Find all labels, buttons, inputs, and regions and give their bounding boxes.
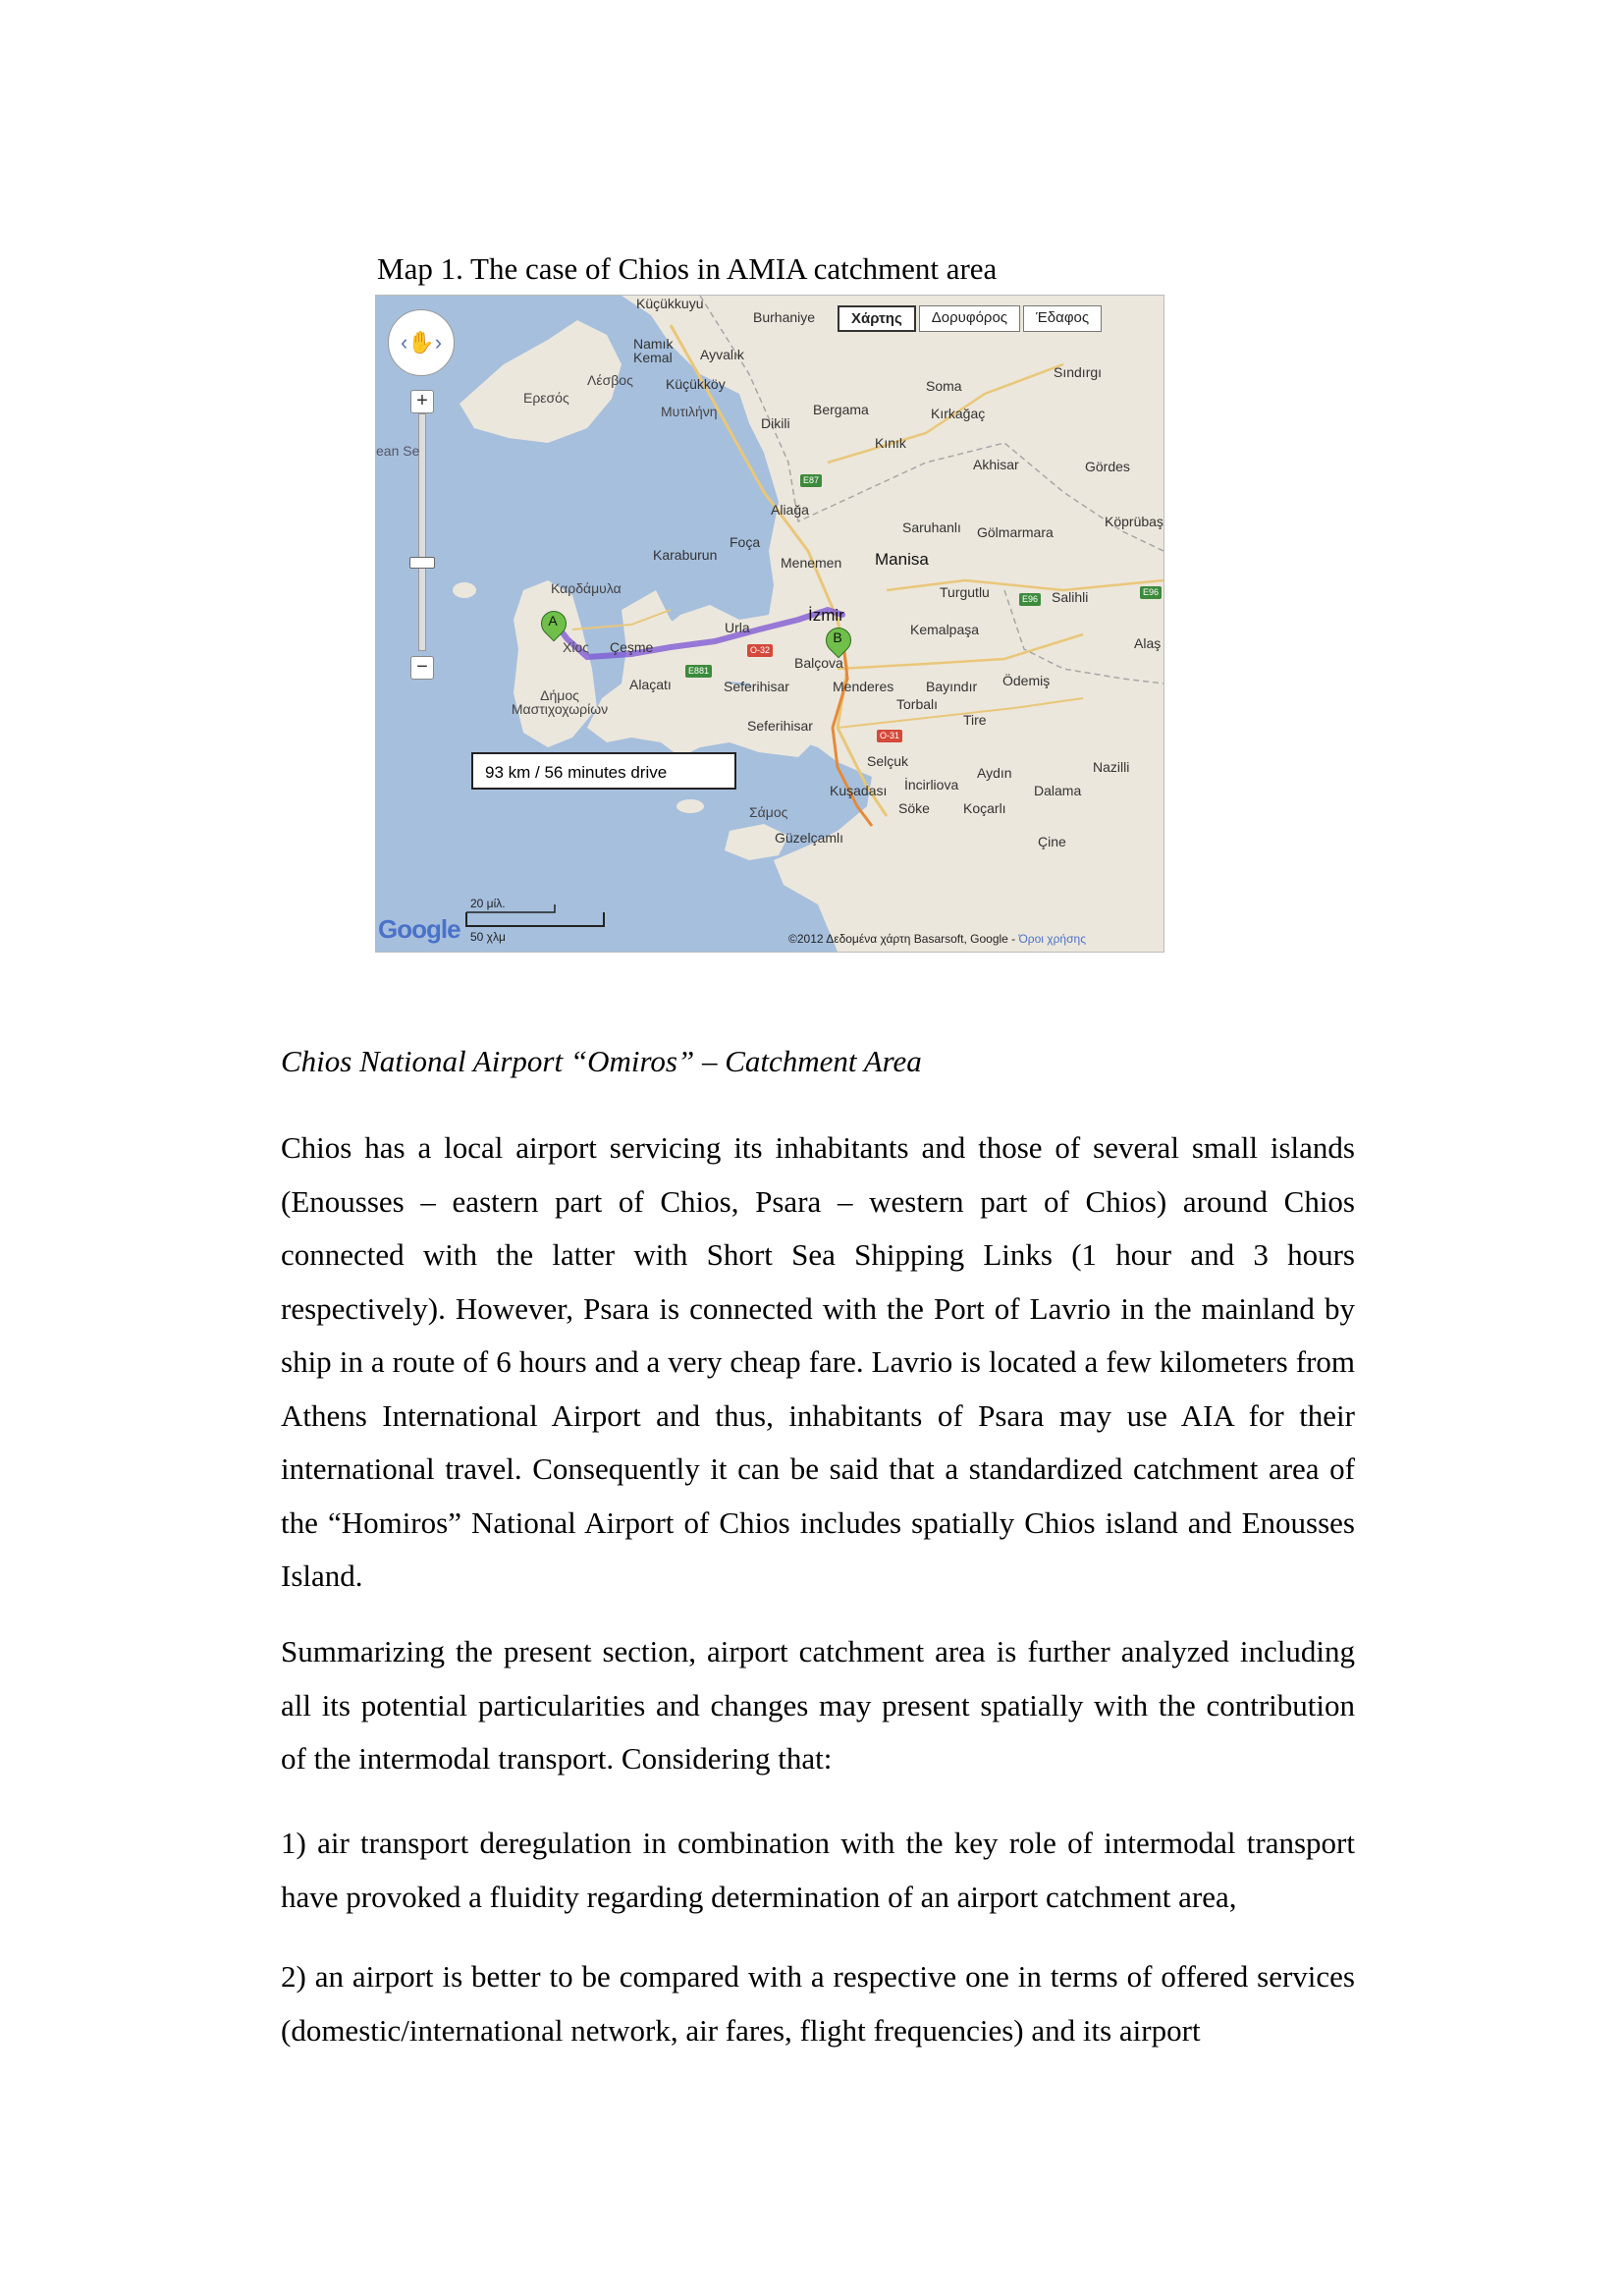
map-copyright <box>788 932 1086 946</box>
map-caption: Map 1. The case of Chios in AMIA catchment area <box>377 251 998 286</box>
place-label: Ayvalık <box>700 347 744 362</box>
marker-b-label: B <box>833 629 842 645</box>
paragraph: Summarizing the present section, airport catchment area is further analyzed including all its potential particularities and changes may present spatially with the contribution of the intermodal transport. Considering that: <box>281 1634 1355 1776</box>
place-label: Koçarlı <box>963 800 1006 816</box>
map-terrain <box>376 296 1163 952</box>
zoom-slider-thumb[interactable] <box>409 557 435 569</box>
place-label: Χίος <box>563 639 589 655</box>
place-label: Seferihisar <box>724 679 789 694</box>
road-badge: O-31 <box>877 730 902 742</box>
place-label: Sındırgı <box>1054 364 1103 380</box>
place-label: Gölmarmara <box>977 524 1054 540</box>
zoom-out-button[interactable] <box>410 656 434 680</box>
place-label: Σάμος <box>749 804 788 820</box>
section-heading: Chios National Airport “Omiros” – Catchment Area <box>281 1044 922 1078</box>
place-label: Aliağa <box>771 502 809 518</box>
place-label: Çeşme <box>610 639 654 655</box>
paragraph: 2) an airport is better to be compared with a respective one in terms of offered services (domestic/international network, air fares, flight frequencies) and its airport <box>281 1959 1355 2048</box>
marker-a-label: A <box>548 613 558 629</box>
map-type-terrain-button[interactable]: Έδαφος <box>1023 305 1102 332</box>
place-label: Çine <box>1038 834 1066 849</box>
place-label: Kınık <box>875 435 906 451</box>
place-label: Μυτιλήνη <box>661 404 718 419</box>
place-label: Foça <box>730 534 761 550</box>
place-label: Menemen <box>781 555 842 571</box>
place-label: Aydın <box>977 765 1012 781</box>
place-label: Saruhanlı <box>902 519 961 535</box>
place-label: Soma <box>926 378 962 394</box>
place-label: ean Se <box>376 443 420 459</box>
scale-km-label: 50 χλμ <box>470 930 506 944</box>
google-logo: Google <box>378 914 460 944</box>
place-label: Manisa <box>875 550 929 569</box>
road-badge: E87 <box>800 474 822 487</box>
place-label: Gördes <box>1085 459 1130 474</box>
terms-link[interactable]: Όροι χρήσης <box>1018 932 1086 946</box>
map-type-selector <box>835 305 1102 332</box>
paragraph: Chios has a local airport servicing its inhabitants and those of several small islands (Enousses – eastern part of Chios, Psara – western part of Chios) around Chios connected with the latter with Short Sea Shipping Links (1 hour and 3 hours respectively). However, Psara is connected with the Port of Lavrio in the mainland by ship in a route of 6 hours and a very cheap fare. Lavrio is located a few kilometers from Athens International Airport and thus, inhabitants of Psara may use AIA for their international travel. Consequently it can be said that a standardized catchment area of the “Homiros” National Airport of Chios includes spatially Chios island and Enousses Island. <box>281 1130 1355 1593</box>
place-label: Turgutlu <box>940 584 990 600</box>
place-label: Ερεσός <box>523 390 569 406</box>
place-label: Küçükköy <box>666 376 726 392</box>
road-badge: E881 <box>685 665 712 678</box>
place-label: Dalama <box>1034 783 1082 798</box>
place-label: Söke <box>898 800 930 816</box>
map-type-map-button[interactable]: Χάρτης <box>838 305 916 332</box>
place-label: Alaçatı <box>629 677 672 692</box>
zoom-in-button[interactable] <box>410 390 434 413</box>
place-label: Güzelçamlı <box>775 830 844 846</box>
place-label: İzmir <box>808 606 844 625</box>
pan-arrows-icon: ‹✋› <box>400 330 443 355</box>
place-label: Salihli <box>1052 589 1089 605</box>
place-label: Balçova <box>794 655 843 671</box>
place-label: Kuşadası <box>830 783 888 798</box>
paragraph: 1) air transport deregulation in combination with the key role of intermodal transport have provoked a fluidity regarding determination of an airport catchment area, <box>281 1826 1355 1914</box>
road-badge: E96 <box>1140 586 1162 599</box>
place-label: Bayındır <box>926 679 978 694</box>
place-label: Alaş <box>1134 635 1162 651</box>
place-label: Köprübaş <box>1105 514 1163 529</box>
place-label: Καρδάμυλα <box>551 580 622 596</box>
place-label: Ödemiş <box>1002 673 1051 688</box>
place-label: Selçuk <box>867 753 909 769</box>
place-label: Küçükkuyu <box>636 296 704 311</box>
place-label: Bergama <box>813 402 869 417</box>
place-label: İncirliova <box>904 777 959 793</box>
road-badge: O-32 <box>747 644 773 657</box>
road-badge: E96 <box>1019 593 1041 606</box>
place-label: Kemalpaşa <box>910 622 980 637</box>
minus-icon: − <box>416 656 428 678</box>
route-map[interactable] <box>375 295 1164 953</box>
copyright-text: ©2012 Δεδομένα χάρτη Basarsoft, Google - <box>788 932 1016 946</box>
scale-miles-label: 20 μίλ. <box>470 897 506 910</box>
place-label: Tire <box>963 712 987 728</box>
place-label: Menderes <box>833 679 894 694</box>
place-label: Burhaniye <box>753 309 816 325</box>
place-label: Λέσβος <box>587 372 633 388</box>
place-label: Karaburun <box>653 547 718 563</box>
place-label: Δήμος Μαστιχοχωρίων <box>511 687 609 717</box>
place-label: Dikili <box>761 415 790 431</box>
place-label: Seferihisar <box>747 718 813 734</box>
plus-icon: + <box>416 390 428 411</box>
pan-control[interactable] <box>388 309 455 376</box>
place-label: Namık Kemal <box>633 336 674 365</box>
place-label: Akhisar <box>973 457 1019 472</box>
place-label: Urla <box>725 620 750 635</box>
place-label: Kırkağaç <box>931 406 986 421</box>
place-label: Torbalı <box>896 696 939 712</box>
route-info-box: 93 km / 56 minutes drive <box>471 752 736 790</box>
map-type-satellite-button[interactable]: Δορυφόρος <box>919 305 1020 332</box>
place-label: Nazilli <box>1093 759 1130 775</box>
